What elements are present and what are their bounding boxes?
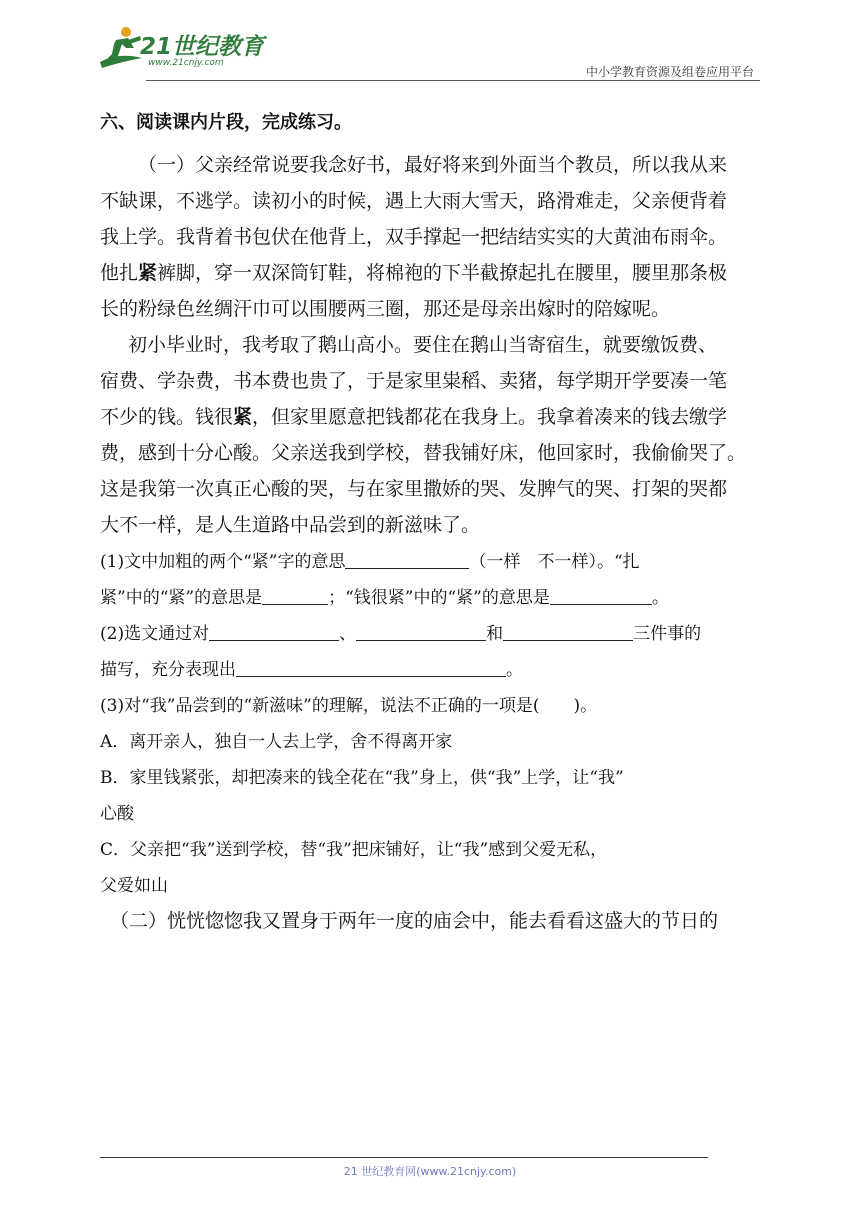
bold-character: 紧	[138, 262, 158, 284]
answer-blank[interactable]	[503, 620, 633, 641]
question-line: (1)文中加粗的两个“紧”字的意思 （一样 不一样）。“扎	[100, 545, 762, 579]
passage-two	[100, 327, 762, 543]
answer-blank[interactable]	[236, 656, 506, 677]
question-line: 描写，充分表现出 。	[100, 653, 762, 687]
passage-line: 他扎紧裤脚，穿一双深筒钉鞋，将棉袍的下半截撩起扎在腰里，腰里那条极	[100, 262, 728, 284]
runner-icon	[96, 22, 146, 78]
passage-line: 宿费、学杂费，书本费也贵了，于是家里粜稻、卖猪，每学期开学要凑一笔	[100, 370, 728, 392]
option-b[interactable]: B．家里钱紧张，却把凑来的钱全花在“我”身上，供“我”上学，让“我”	[100, 768, 624, 788]
option-a[interactable]: A．离开亲人，独自一人去上学，舍不得离开家	[100, 732, 453, 752]
passage-line: 大不一样，是人生道路中品尝到的新滋味了。	[100, 514, 481, 536]
question-line: (2)选文通过对 、 和 三件事的	[100, 617, 762, 651]
question-2	[100, 617, 762, 687]
question-stem: (3)对“我”品尝到的“新滋味”的理解，说法不正确的一项是( )。	[100, 696, 598, 716]
question-1	[100, 545, 762, 615]
site-logo	[96, 22, 266, 78]
question-3	[100, 689, 762, 903]
question-line: 紧”中的“紧”的意思是 ；“钱很紧”中的“紧”的意思是 。	[100, 581, 762, 615]
option-c[interactable]: C．父亲把“我”送到学校，替“我”把床铺好，让“我”感到父爱无私，	[100, 840, 608, 860]
passage-line: 不少的钱。钱很紧，但家里愿意把钱都花在我身上。我拿着凑来的钱去缴学	[100, 406, 728, 428]
section-title: 六、阅读课内片段，完成练习。	[100, 112, 352, 133]
answer-blank[interactable]	[550, 584, 652, 605]
page-footer: 21 世纪教育网(www.21cnjy.com)	[343, 1165, 517, 1178]
passage-one	[100, 147, 762, 327]
answer-blank[interactable]	[345, 548, 469, 569]
passage-line: （二）恍恍惚惚我又置身于两年一度的庙会中，能去看看这盛大的节日的	[110, 910, 719, 932]
passage-line: （一）父亲经常说要我念好书，最好将来到外面当个教员，所以我从来	[138, 154, 728, 176]
answer-blank[interactable]	[209, 620, 339, 641]
header-tagline: 中小学教育资源及组卷应用平台	[585, 65, 754, 79]
option-c-continued: 父爱如山	[100, 876, 168, 896]
answer-blank[interactable]	[356, 620, 486, 641]
passage-line: 我上学。我背着书包伏在他背上，双手撑起一把结结实实的大黄油布雨伞。	[100, 226, 728, 248]
logo-title: 21世纪教育	[140, 34, 265, 60]
passage-line: 长的粉绿色丝绸汗巾可以围腰两三圈，那还是母亲出嫁时的陪嫁呢。	[100, 298, 671, 320]
worksheet-content	[100, 103, 762, 939]
passage-line: 不缺课，不逃学。读初小的时候，遇上大雨大雪天，路滑难走，父亲便背着	[100, 190, 728, 212]
logo-url: www.21cnjy.com	[148, 58, 224, 68]
header-divider	[146, 80, 760, 81]
passage-line: 费，感到十分心酸。父亲送我到学校，替我铺好床，他回家时，我偷偷哭了。	[100, 442, 747, 464]
passage-line: 这是我第一次真正心酸的哭，与在家里撒娇的哭、发脾气的哭、打架的哭都	[100, 478, 728, 500]
passage-line: 初小毕业时，我考取了鹅山高小。要住在鹅山当寄宿生，就要缴饭费、	[128, 334, 718, 356]
footer-divider	[100, 1157, 708, 1158]
answer-blank[interactable]	[262, 584, 328, 605]
passage-three	[100, 903, 762, 939]
bold-character: 紧	[233, 406, 253, 428]
page-header	[96, 22, 760, 80]
option-b-continued: 心酸	[100, 804, 134, 824]
